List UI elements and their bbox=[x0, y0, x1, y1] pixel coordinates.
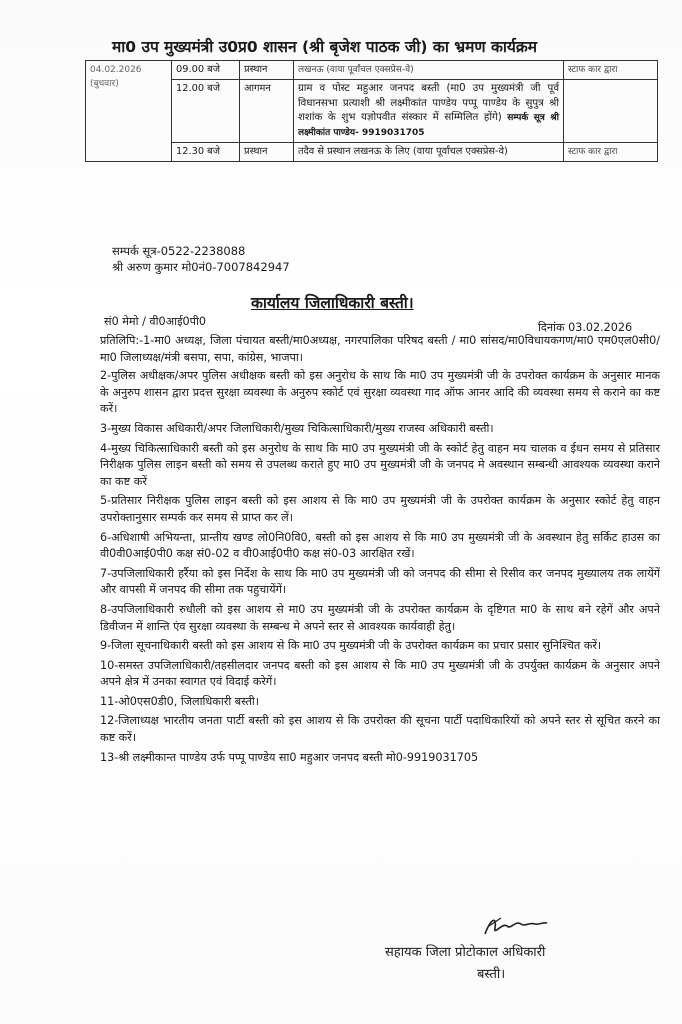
row-event: प्रस्थान bbox=[240, 143, 294, 162]
document-title: मा0 उप मुख्यमंत्री उ0प्र0 शासन (श्री बृजेश पाठक जी) का भ्रमण कार्यक्रम bbox=[112, 38, 538, 56]
office-heading: कार्यालय जिलाधिकारी बस्ती। bbox=[251, 294, 414, 312]
row-event: प्रस्थान bbox=[240, 61, 294, 80]
list-item: 13-श्री लक्ष्मीकान्त पाण्डेय उर्फ पप्पू पाण्डेय सा0 महुआर जनपद बस्ती मो0-9919031705 bbox=[100, 750, 479, 764]
list-item: 11-ओ0एस0डी0, जिलाधिकारी बस्ती। bbox=[100, 694, 260, 708]
list-item: 12-जिलाध्यक्ष भारतीय जनता पार्टी बस्ती को इस आशय से कि उपरोक्त की सूचना पार्टी पदाधिकारियों को अपने स्तर से सूचित करने का कष्ट करें। bbox=[100, 714, 660, 745]
row-time: 12.30 बजे bbox=[172, 143, 240, 162]
row-details: लखनऊ (वाया पूर्वांचल एक्सप्रेस-वे) bbox=[294, 61, 564, 80]
contact-line: श्री अरुण कुमार मो0नं0-7007842947 bbox=[112, 260, 290, 274]
row-contact: सम्पर्क सूत्र श्री लक्ष्मीकांत पाण्डेय- 9919031705 bbox=[298, 113, 559, 138]
memo-date: दिनांक 03.02.2026 bbox=[538, 321, 633, 334]
list-item: 6-अधिशाषी अभियन्ता, प्रान्तीय खण्ड लो0नि0वि0, बस्ती को इस आशय से कि मा0 उप मुख्यमंत्री जी के अवस्थान हेतु सर्किट हाउस का वी0वी0आई0पी0 कक्ष सं0-02 व वी0आई0पी0 कक्ष सं0-03 आरक्षित रखें। bbox=[100, 530, 660, 561]
contact-block bbox=[112, 243, 290, 275]
table-row bbox=[86, 80, 658, 143]
schedule-table bbox=[85, 60, 658, 162]
schedule-day: (बुधवार) bbox=[90, 79, 119, 89]
list-item: प्रतिलिपि:-1-मा0 अध्यक्ष, जिला पंचायत बस्ती/मा0अध्यक्ष, नगरपालिका परिषद बस्ती / मा0 सांसद/मा0विधायकगण/मा0 एम0एल0सी0/मा0 जिलाध्यक्ष/मंत्री बसपा, सपा, कांग्रेस, भाजपा। bbox=[100, 334, 660, 364]
row-mode bbox=[564, 80, 658, 143]
signatory-title: सहायक जिला प्रोटोकाल अधिकारी bbox=[385, 945, 546, 960]
memo-number: सं0 मेमो / वी0आई0पी0 bbox=[104, 315, 207, 328]
row-details: ग्राम व पोस्ट महुआर जनपद बस्ती (मा0 उप मुख्यमंत्री जी पूर्व विधानसभा प्रत्याशी श्री लक्ष्मीकांत पाण्डेय पप्पू पाण्डेय के सुपुत्र श्री शशांक के शुभ यज्ञोपवीत संस्कार में सम्मिलित होंगे) bbox=[298, 83, 559, 123]
list-item: 3-मुख्य विकास अधिकारी/अपर जिलाधिकारी/मुख्य चिकित्साधिकारी/मुख्य राजस्व अधिकारी बस्ती। bbox=[100, 421, 494, 435]
table-row bbox=[86, 143, 658, 162]
list-item: 7-उपजिलाधिकारी हर्रैया को इस निर्देश के साथ कि मा0 उप मुख्यमंत्री जी को जनपद की सीमा से रिसीव कर जनपद मुख्यालय तक लायेंगें और वापसी में जनपद की सीमा तक पहुचायेंगें। bbox=[100, 566, 660, 597]
row-time: 09.00 बजे bbox=[172, 61, 240, 80]
schedule-date: 04.02.2026 bbox=[90, 65, 142, 75]
list-item: 2-पुलिस अधीक्षक/अपर पुलिस अधीक्षक बस्ती को इस अनुरोध के साथ कि मा0 उप मुख्यमंत्री जी के उपरोक्त कार्यक्रम के अनुसार मानक के अनुरुप शासन द्वारा प्रदत्त सुरक्षा व्यवस्था के अनुरुप स्कोर्ट एवं सुरक्षा व्यवस्था गाद ऑफ आनर आदि की व्यवस्था समय से कराने का कष्ट करें। bbox=[100, 369, 660, 416]
row-details: तदैव से प्रस्थान लखनऊ के लिए (वाया पूर्वांचल एक्सप्रेस-वे) bbox=[294, 143, 564, 162]
table-row bbox=[86, 61, 658, 80]
row-time: 12.00 बजे bbox=[172, 80, 240, 143]
signatory-place: बस्ती। bbox=[477, 967, 506, 982]
row-mode: स्टाफ कार द्वारा bbox=[564, 61, 658, 80]
list-item: 5-प्रतिसार निरीक्षक पुलिस लाइन बस्ती को इस आशय से कि मा0 उप मुख्यमंत्री जी के उपरोक्त कार्यक्रम के अनुसार स्कोर्ट हेतु वाहन उपरोक्तानुसार सम्पर्क कर समय से प्राप्त कर लें। bbox=[100, 494, 660, 524]
list-item: 8-उपजिलाधिकारी रुधौली को इस आशय से मा0 उप मुख्यमंत्री जी के उपरोक्त कार्यक्रम के दृष्टिगत मा0 के साथ बने रहेगें और अपने डिवीजन में शान्ति एंव सुरक्षा व्यवस्था के सम्बन्ध मे अपने स्तर से आवश्यक कार्यवाही हेतु। bbox=[100, 602, 660, 633]
distribution-list bbox=[100, 333, 660, 769]
list-item: 10-समस्त उपजिलाधिकारी/तहसीलदार जनपद बस्ती को इस आशय से कि मा0 उप मुख्यमंत्री जी के उपर्युक्त कार्यक्रम के अनुसार अपने अपने क्षेत्र में उनका स्वागत एवं विदाई करेगें। bbox=[100, 658, 660, 689]
row-event: आगमन bbox=[240, 80, 294, 143]
contact-line: सम्पर्क सूत्र-0522-2238088 bbox=[112, 244, 246, 258]
list-item: 9-जिला सूचनाधिकारी बस्ती को इस आशय से कि मा0 उप मुख्यमंत्री जी के उपरोक्त कार्यक्रम का प्रचार प्रसार सुनिश्चित करें। bbox=[100, 639, 602, 653]
signature-icon bbox=[481, 912, 551, 942]
list-item: 4-मुख्य चिकित्साधिकारी बस्ती को इस अनुरोध के साथ कि मा0 उप मुख्यमंत्री जी के स्कोर्ट हेतु वाहन मय चालक व ईधन समय से प्रतिसार निरीक्षक पुलिस लाइन बस्ती को समय से उपलब्ध कराते हुए मा0 उप मुख्यमंत्री जी के जनपद मे अवस्थान सम्बन्धी आवश्यक व्यवस्था कराने का कष्ट करें bbox=[100, 441, 660, 488]
row-mode: स्टाफ कार द्वारा bbox=[564, 143, 658, 162]
